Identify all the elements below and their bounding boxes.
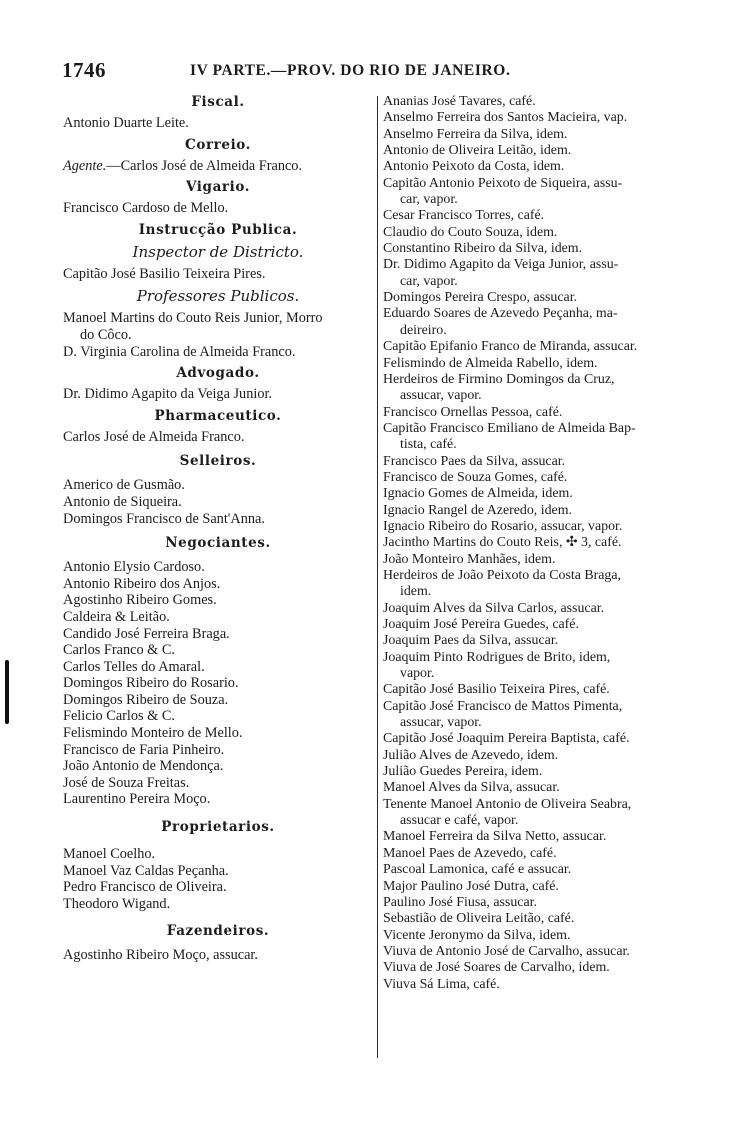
list-item-continuation: assucar, vapor. bbox=[400, 388, 482, 404]
list-item: Carlos Telles do Amaral. bbox=[63, 658, 205, 675]
agent-name: —Carlos José de Almeida Franco. bbox=[106, 157, 303, 174]
section-heading-pharmaceutico: Pharmaceutico. bbox=[154, 407, 282, 424]
list-item: Felismindo de Almeida Rabello, idem. bbox=[383, 355, 598, 371]
list-item: Caldeira & Leitão. bbox=[63, 608, 170, 625]
agent-label: Agente. bbox=[63, 157, 107, 174]
section-heading-vigario: Vigario. bbox=[185, 179, 251, 196]
list-item: Pedro Francisco de Oliveira. bbox=[63, 879, 227, 896]
list-item: Paulino José Fiusa, assucar. bbox=[383, 894, 537, 910]
list-item: Domingos Francisco de Sant'Anna. bbox=[63, 510, 265, 527]
list-item: Joaquim Pinto Rodrigues de Brito, idem, bbox=[383, 649, 611, 665]
list-item: Antonio Elysio Cardoso. bbox=[63, 559, 205, 576]
page-header bbox=[62, 58, 562, 84]
list-item: Candido José Ferreira Braga. bbox=[63, 625, 230, 642]
list-item: Theodoro Wigand. bbox=[63, 895, 171, 912]
list-item: Agostinho Ribeiro Gomes. bbox=[63, 592, 217, 609]
list-item: Viuva de José Soares de Carvalho, idem. bbox=[383, 960, 610, 976]
list-item: Pascoal Lamonica, café e assucar. bbox=[383, 862, 572, 878]
list-item: Capitão José Joaquim Pereira Baptista, café. bbox=[383, 731, 630, 747]
list-item: João Antonio de Mendonça. bbox=[63, 758, 224, 775]
list-item-continuation: tista, café. bbox=[400, 437, 457, 453]
running-head: IV PARTE.—PROV. DO RIO DE JANEIRO. bbox=[190, 62, 511, 79]
list-item: Capitão Epifanio Franco de Miranda, assucar. bbox=[383, 339, 638, 355]
list-item: Julião Alves de Azevedo, idem. bbox=[383, 747, 559, 763]
list-item: Joaquim Alves da Silva Carlos, assucar. bbox=[383, 600, 605, 616]
section-heading-correio: Correio. bbox=[185, 136, 251, 153]
list-item: Constantino Ribeiro da Silva, idem. bbox=[383, 241, 583, 257]
section-heading-proprietarios: Proprietarios. bbox=[161, 819, 275, 836]
entry-professor-continued: do Côco. bbox=[80, 326, 132, 343]
list-item: Claudio do Couto Souza, idem. bbox=[383, 224, 558, 240]
list-item-continuation: vapor. bbox=[400, 666, 435, 682]
section-heading-fazendeiros: Fazendeiros. bbox=[166, 923, 270, 940]
list-item: Francisco de Faria Pinheiro. bbox=[63, 741, 225, 758]
list-item: Americo de Gusmão. bbox=[63, 477, 185, 494]
entry-correio-agent bbox=[63, 158, 373, 175]
list-item: Manoel Ferreira da Silva Netto, assucar. bbox=[383, 829, 607, 845]
list-item: Ananias José Tavares, café. bbox=[383, 94, 536, 109]
entry-advogado: Dr. Didimo Agapito da Veiga Junior. bbox=[63, 386, 273, 403]
list-item: Antonio de Siqueira. bbox=[63, 493, 182, 510]
list-negociantes bbox=[63, 559, 373, 808]
list-item: Herdeiros de João Peixoto da Costa Braga, bbox=[383, 567, 622, 583]
list-item: Capitão José Basilio Teixeira Pires, café. bbox=[383, 682, 610, 698]
list-item: José de Souza Freitas. bbox=[63, 774, 190, 791]
list-item: Laurentino Pereira Moço. bbox=[63, 791, 211, 808]
list-item: Antonio de Oliveira Leitão, idem. bbox=[383, 143, 572, 159]
list-item: João Monteiro Manhães, idem. bbox=[383, 551, 556, 567]
list-item: Antonio Peixoto da Costa, idem. bbox=[383, 159, 565, 175]
list-item: Ignacio Gomes de Almeida, idem. bbox=[383, 486, 573, 502]
list-item-continuation: assucar e café, vapor. bbox=[400, 813, 519, 829]
column-divider bbox=[377, 96, 378, 1058]
entry-vigario: Francisco Cardoso de Mello. bbox=[63, 200, 229, 217]
list-item-continuation: idem. bbox=[400, 584, 432, 600]
list-item: Capitão Francisco Emiliano de Almeida Bap- bbox=[383, 420, 636, 436]
subheading-inspector: Inspector de Districto. bbox=[132, 242, 304, 261]
list-item: Viuva Sá Lima, café. bbox=[383, 976, 500, 992]
list-item: Ignacio Rangel de Azeredo, idem. bbox=[383, 502, 572, 518]
list-item: Sebastião de Oliveira Leitão, café. bbox=[383, 911, 575, 927]
list-item: Manoel Coelho. bbox=[63, 846, 156, 863]
list-item: Joaquim José Pereira Guedes, café. bbox=[383, 617, 579, 632]
list-item: Vicente Jeronymo da Silva, idem. bbox=[383, 927, 571, 943]
list-item: Julião Guedes Pereira, idem. bbox=[383, 764, 543, 780]
list-item: Eduardo Soares de Azevedo Peçanha, ma- bbox=[383, 306, 618, 322]
list-item: Major Paulino José Dutra, café. bbox=[383, 878, 559, 894]
list-item-continuation: deireiro. bbox=[400, 322, 447, 338]
list-item: Agostinho Ribeiro Moço, assucar. bbox=[63, 947, 258, 964]
list-item-continuation: car, vapor. bbox=[400, 273, 458, 289]
list-item: Francisco Paes da Silva, assucar. bbox=[383, 453, 566, 469]
list-item: Tenente Manoel Antonio de Oliveira Seabra, bbox=[383, 796, 632, 812]
list-item: Anselmo Ferreira dos Santos Macieira, vap. bbox=[383, 110, 628, 126]
list-item: Capitão José Francisco de Mattos Pimenta, bbox=[383, 698, 623, 714]
section-heading-advogado: Advogado. bbox=[176, 365, 260, 382]
list-item: Herdeiros de Firmino Domingos da Cruz, bbox=[383, 371, 615, 387]
list-item: Dr. Didimo Agapito da Veiga Junior, assu- bbox=[383, 257, 619, 273]
section-heading-fiscal: Fiscal. bbox=[191, 94, 245, 110]
entry-pharmaceutico: Carlos José de Almeida Franco. bbox=[63, 428, 245, 445]
list-selleiros bbox=[63, 477, 373, 527]
section-heading-instrucao: Instrucção Publica. bbox=[138, 221, 298, 238]
entry-inspector: Capitão José Basilio Teixeira Pires. bbox=[63, 265, 266, 282]
page-number: 1746 bbox=[62, 58, 106, 82]
subheading-professores: Professores Publicos. bbox=[136, 287, 300, 306]
list-item: Manoel Paes de Azevedo, café. bbox=[383, 845, 557, 861]
entry-professor: D. Virginia Carolina de Almeida Franco. bbox=[63, 343, 296, 360]
entry-professor: Manoel Martins do Couto Reis Junior, Morro bbox=[63, 310, 323, 327]
list-item: Manoel Vaz Caldas Peçanha. bbox=[63, 862, 229, 879]
list-proprietarios bbox=[63, 846, 373, 912]
list-item: Carlos Franco & C. bbox=[63, 642, 175, 659]
section-heading-negociantes: Negociantes. bbox=[165, 535, 271, 552]
list-item: Jacintho Martins do Couto Reis, ✣ 3, café. bbox=[383, 535, 622, 551]
scan-mark bbox=[5, 660, 9, 724]
list-item: Domingos Pereira Crespo, assucar. bbox=[383, 290, 578, 306]
left-column bbox=[63, 94, 373, 964]
list-item: Capitão Antonio Peixoto de Siqueira, assu- bbox=[383, 175, 623, 191]
entry-fiscal: Antonio Duarte Leite. bbox=[63, 115, 189, 131]
list-item: Manoel Alves da Silva, assucar. bbox=[383, 780, 560, 796]
list-item: Felismindo Monteiro de Mello. bbox=[63, 725, 243, 742]
list-item: Domingos Ribeiro do Rosario. bbox=[63, 675, 239, 692]
list-item: Domingos Ribeiro de Souza. bbox=[63, 691, 229, 708]
list-item: Francisco Ornellas Pessoa, café. bbox=[383, 404, 563, 420]
list-item: Joaquim Paes da Silva, assucar. bbox=[383, 633, 559, 649]
list-item: Viuva de Antonio José de Carvalho, assucar. bbox=[383, 943, 630, 959]
list-item: Anselmo Ferreira da Silva, idem. bbox=[383, 126, 568, 142]
right-column bbox=[383, 94, 708, 993]
list-item-continuation: assucar, vapor. bbox=[400, 715, 482, 731]
list-item: Antonio Ribeiro dos Anjos. bbox=[63, 575, 221, 592]
list-item: Felicio Carlos & C. bbox=[63, 708, 175, 725]
list-item: Francisco de Souza Gomes, café. bbox=[383, 469, 568, 485]
list-item: Ignacio Ribeiro do Rosario, assucar, vapor. bbox=[383, 518, 623, 534]
section-heading-selleiros: Selleiros. bbox=[179, 453, 257, 470]
list-item-continuation: car, vapor. bbox=[400, 192, 458, 208]
list-item: Cesar Francisco Torres, café. bbox=[383, 208, 545, 224]
